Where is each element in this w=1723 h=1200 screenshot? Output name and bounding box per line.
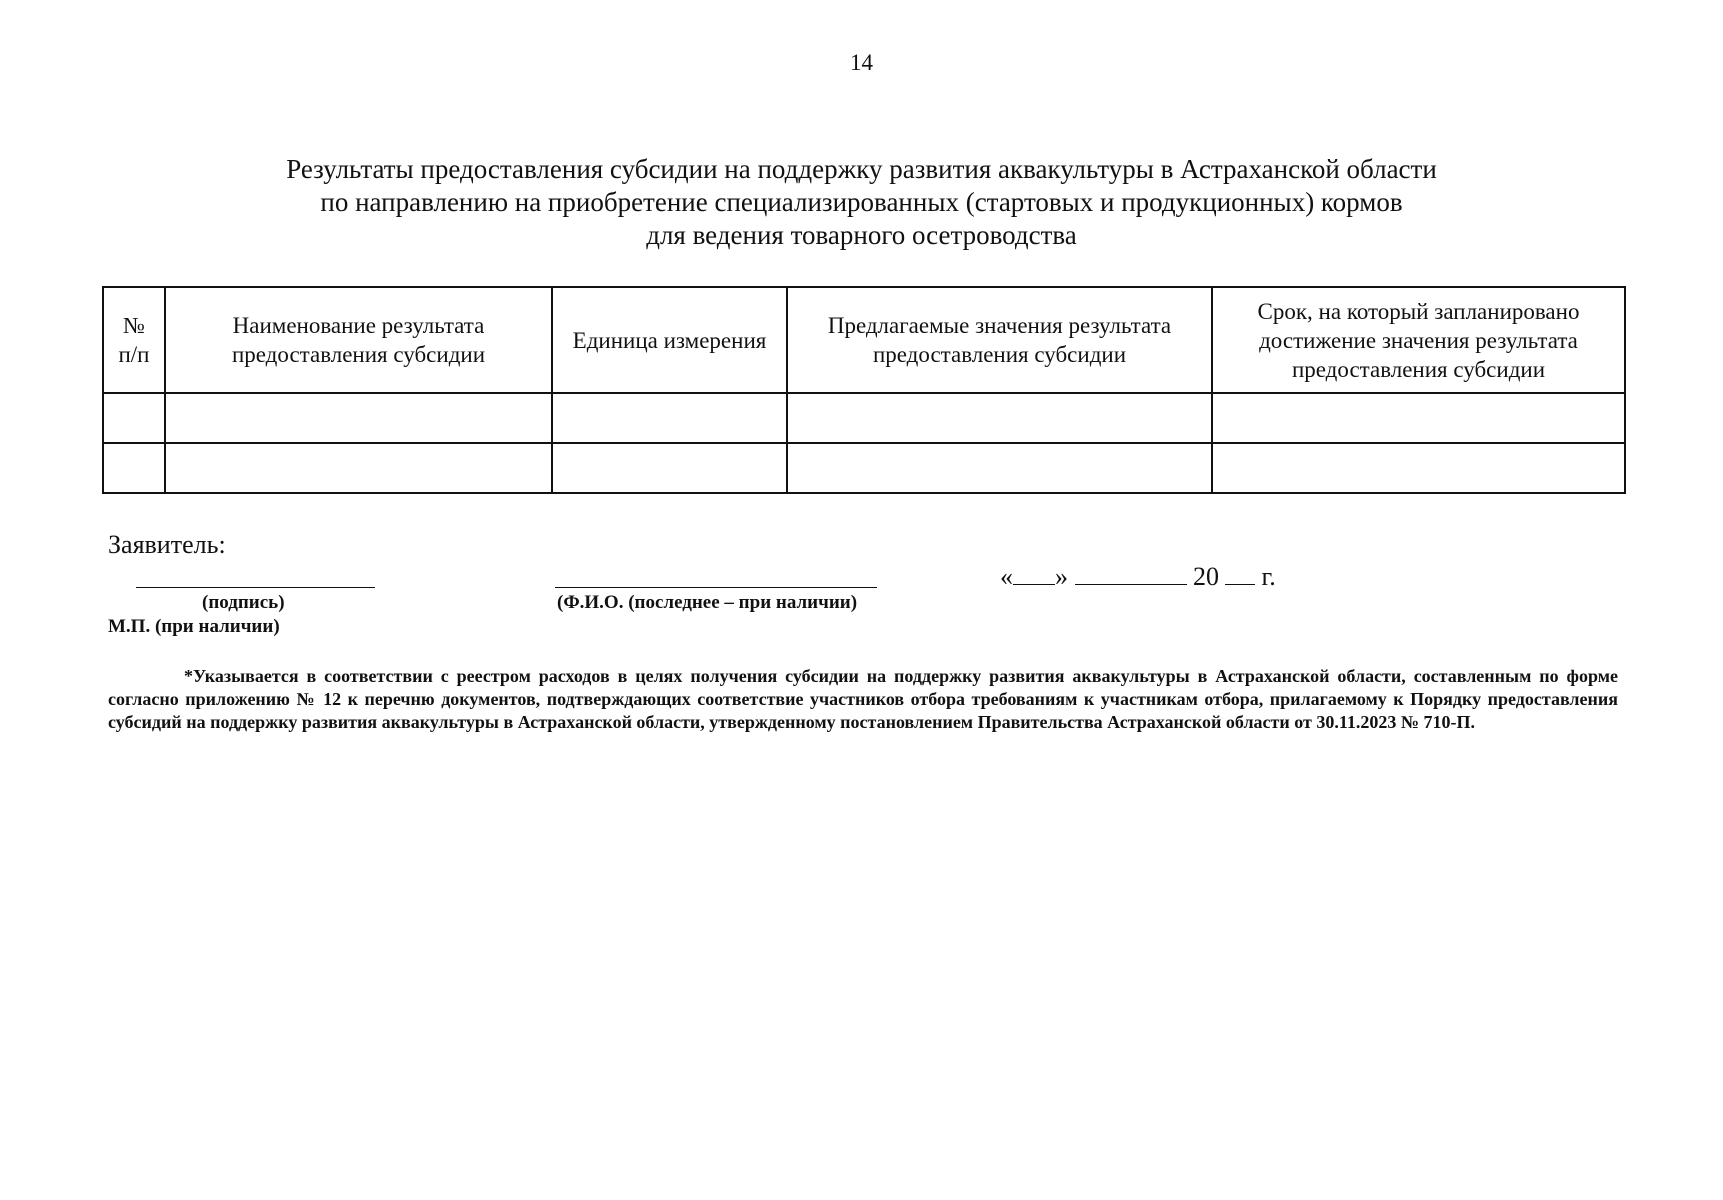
title-line-3: для ведения товарного осетроводства [646,220,1077,250]
footnote: *Указывается в соответствии с реестром расходов в целях получения субсидии на поддержку развития аквакультуры в Астраханской области, составленным по форме согласно приложению № 12 к перечню документов, подтверждающих соответствие участников отбора требованиям к участникам отбора, прилагаемому к Порядку предоставления субсидий на поддержку развития аквакультуры в Астраханской области, утвержденному постановлением Правительства Астраханской области от 30.11.2023 № 710-П. [108,666,1618,732]
date-close-quote: » [1055,562,1068,591]
document-title [0,153,1723,252]
date-field [1000,562,1276,592]
table-cell[interactable] [165,443,552,493]
date-year-blank[interactable] [1225,562,1255,585]
table-cell[interactable] [1212,443,1625,493]
date-year-suffix: г. [1261,562,1276,591]
table-row [103,443,1625,493]
table-cell[interactable] [103,393,165,443]
results-table [102,286,1626,494]
table-cell[interactable] [787,443,1212,493]
table-cell[interactable] [787,393,1212,443]
header-deadline: Срок, на который запланировано достижение значения результата предоставления субсидии [1212,287,1625,393]
signature-line[interactable] [136,587,375,588]
date-open-quote: « [1000,562,1013,591]
date-year-prefix: 20 [1193,562,1219,591]
signature-caption: (подпись) [202,592,285,613]
name-caption: (Ф.И.О. (последнее – при наличии) [557,592,858,613]
title-line-1: Результаты предоставления субсидии на поддержку развития аквакультуры в Астраханской области [286,154,1437,184]
title-line-2: по направлению на приобретение специализированных (стартовых и продукционных) кормов [320,187,1403,217]
table-cell[interactable] [1212,393,1625,443]
stamp-label: М.П. (при наличии) [108,616,280,637]
table-cell[interactable] [552,443,787,493]
applicant-label: Заявитель: [108,530,226,559]
page-number: 14 [850,50,873,75]
date-month-blank[interactable] [1075,562,1187,585]
header-unit: Единица измерения [552,287,787,393]
header-number: № п/п [103,287,165,393]
table-cell[interactable] [552,393,787,443]
date-day-blank[interactable] [1013,562,1055,585]
header-result-name: Наименование результата предоставления субсидии [165,287,552,393]
table-header-row [103,287,1625,393]
table-cell[interactable] [103,443,165,493]
header-proposed-values: Предлагаемые значения результата предоставления субсидии [787,287,1212,393]
name-line[interactable] [555,587,877,588]
table-row [103,393,1625,443]
table-cell[interactable] [165,393,552,443]
